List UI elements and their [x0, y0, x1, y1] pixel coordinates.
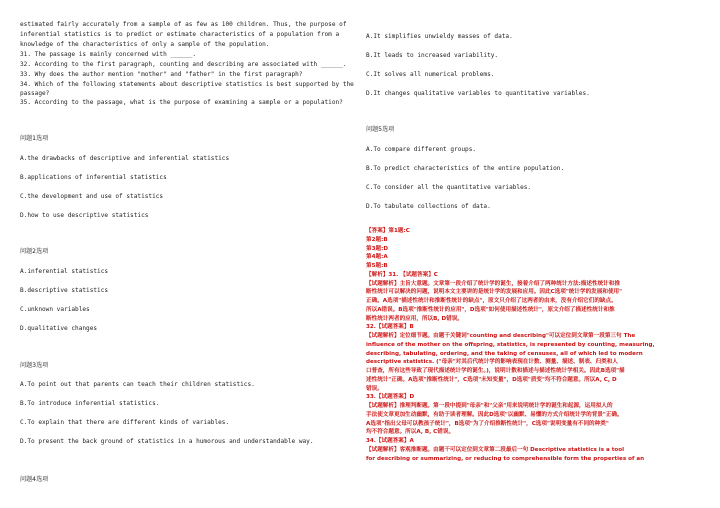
answer-line: 【试题解析】推理判断题。第一段中提到"母亲"和"父亲"用来说明统计学的诞生和起源，运用拟人的: [366, 403, 613, 409]
question-35: 35. According to the passage, what is the purpose of examining a sample or a population?: [20, 99, 343, 106]
answer-line: A选项"指出父母可以教孩子统计"，B选项"为了介绍推断性统计"，C选项"说明变量有不同的种类": [366, 420, 609, 427]
answer-line: 第5题:B: [366, 263, 388, 269]
q4-option-d: D.It changes qualitative variables to quantitative variables.: [366, 90, 590, 97]
answer-line: 第3题:D: [366, 245, 388, 252]
answer-line: 口普查，所有这些导致了现代描述统计学的诞生。)，说明计数和描述与描述性统计学相关。因此B选项"描: [366, 368, 625, 374]
answer-line: 【解析】31. 【试题答案】C: [366, 271, 438, 278]
q3-title: 问题3选项: [20, 362, 49, 369]
q5-option-b: B.To predict characteristics of the entire population.: [366, 165, 565, 172]
answer-line: 所以A错误。B选项"推断性统计的应用"，D选项"如何使用描述性统计"，原文介绍了描述性统计和推: [366, 306, 615, 313]
q4-option-b: B.It leads to increased variability.: [366, 52, 499, 59]
answer-line: 【试题解析】主旨大意题。文章第一段介绍了统计学的诞生，接着介绍了两种统计方法:描述性统计和推: [366, 280, 620, 287]
q1-option-b: B.applications of inferential statistics: [20, 174, 167, 181]
q4-option-c: C.It solves all numerical problems.: [366, 71, 495, 78]
question-32: 32. According to the first paragraph, counting and describing are associated with ______.: [20, 61, 347, 68]
answer-line: 手法使文章更加生动幽默，有助于读者理解。因此D选项"以幽默、易懂的方式介绍统计学的背景"正确。: [366, 411, 623, 418]
answer-line: influence of the mother on the offspring, statistics, is represented by counting, measuring,: [366, 341, 655, 348]
answer-line: 第2题:B: [366, 236, 388, 243]
passage-line: estimated fairly accurately from a sample of as few as 100 children. Thus, the purpose of: [20, 21, 347, 28]
answer-line: 【试题解析】定位细节题。由题干关键词"counting and describing"可以定位到文章第一段第三句 The: [366, 333, 636, 339]
q5-option-a: A.To compare different groups.: [366, 146, 477, 153]
q5-option-d: D.To tabulate collections of data.: [366, 203, 491, 210]
q3-option-a: A.To point out that parents can teach their children statistics.: [20, 381, 255, 388]
q2-option-c: C.unknown variables: [20, 306, 90, 313]
q2-option-d: D.qualitative changes: [20, 325, 98, 332]
answer-line: 断性统计两者的应用，所以B, D错误。: [366, 315, 463, 322]
answer-line: 第4题:A: [366, 254, 388, 261]
q4-option-a: A.It simplifies unwieldy masses of data.: [366, 33, 513, 40]
answer-line: 32.【试题答案】B: [366, 324, 414, 331]
answer-line: 【试题解析】客观推断题。由题干可以定位到文章第二段最后一句 Descriptive statistics is a tool: [366, 446, 624, 453]
answer-line: 33.【试题答案】D: [366, 394, 415, 401]
answer-line: for describing or summarizing, or reducing to comprehensible form the properties of an: [366, 455, 645, 462]
q2-option-b: B.descriptive statistics: [20, 287, 109, 294]
answer-line: 断性统计可以解决的问题，说明本文主要讲的是统计学的发展和应用。因此C选项"统计学的发展和使用": [366, 289, 623, 296]
passage-line: knowledge of the characteristics of only a sample of the population.: [20, 41, 270, 48]
answer-line: 述性统计"正确。A选项"推断性统计"，C选项"未知变量"，D选项"质变"均不符合题意。所以A, C, D: [366, 376, 617, 383]
answer-line: descriptive statistics. ("母亲"对其后代统计学的影响表现在计数、测量、描述、制表、归类和人: [366, 359, 618, 366]
q3-option-c: C.To explain that there are different kinds of variables.: [20, 419, 230, 426]
q2-option-a: A.inferential statistics: [20, 268, 109, 275]
q1-option-a: A.the drawbacks of descriptive and inferential statistics: [20, 155, 230, 162]
q3-option-d: D.To present the back ground of statistics in a humorous and understandable way.: [20, 438, 314, 445]
q4-title: 问题4选项: [20, 476, 49, 483]
q5-option-c: C.To consider all the quantitative variables.: [366, 184, 532, 191]
q1-option-d: D.how to use descriptive statistics: [20, 212, 149, 219]
question-31: 31. The passage is mainly concerned with ______.: [20, 51, 197, 58]
q1-option-c: C.the development and use of statistics: [20, 193, 164, 200]
question-34-cont: passage?: [20, 90, 50, 97]
q1-title: 问题1选项: [20, 135, 49, 142]
q3-option-b: B.To introduce inferential statistics.: [20, 400, 160, 407]
answer-line: 34.【试题答案】A: [366, 438, 414, 444]
answer-line: 均不符合题意。所以A, B, C错误。: [366, 429, 455, 436]
answer-line: describing, tabulating, ordering, and the taking of censuses, all of which led to modern: [366, 350, 643, 357]
question-34: 34. Which of the following statements about descriptive statistics is best supported by the: [20, 81, 354, 88]
q5-title: 问题5选项: [366, 126, 395, 133]
answer-line: 错误。: [366, 385, 383, 392]
answer-line: 【答案】第1题:C: [366, 228, 410, 234]
question-33: 33. Why does the author mention "mother" and "father" in the first paragraph?: [20, 71, 303, 78]
q2-title: 问题2选项: [20, 248, 49, 255]
answer-line: 正确。A选项"描述性统计和推断性统计的缺点"，原文只介绍了这两者的由来，没有介绍它们的缺点。: [366, 298, 617, 304]
passage-line: inferential statistics is to predict or estimate characteristics of a population from a: [20, 31, 340, 38]
